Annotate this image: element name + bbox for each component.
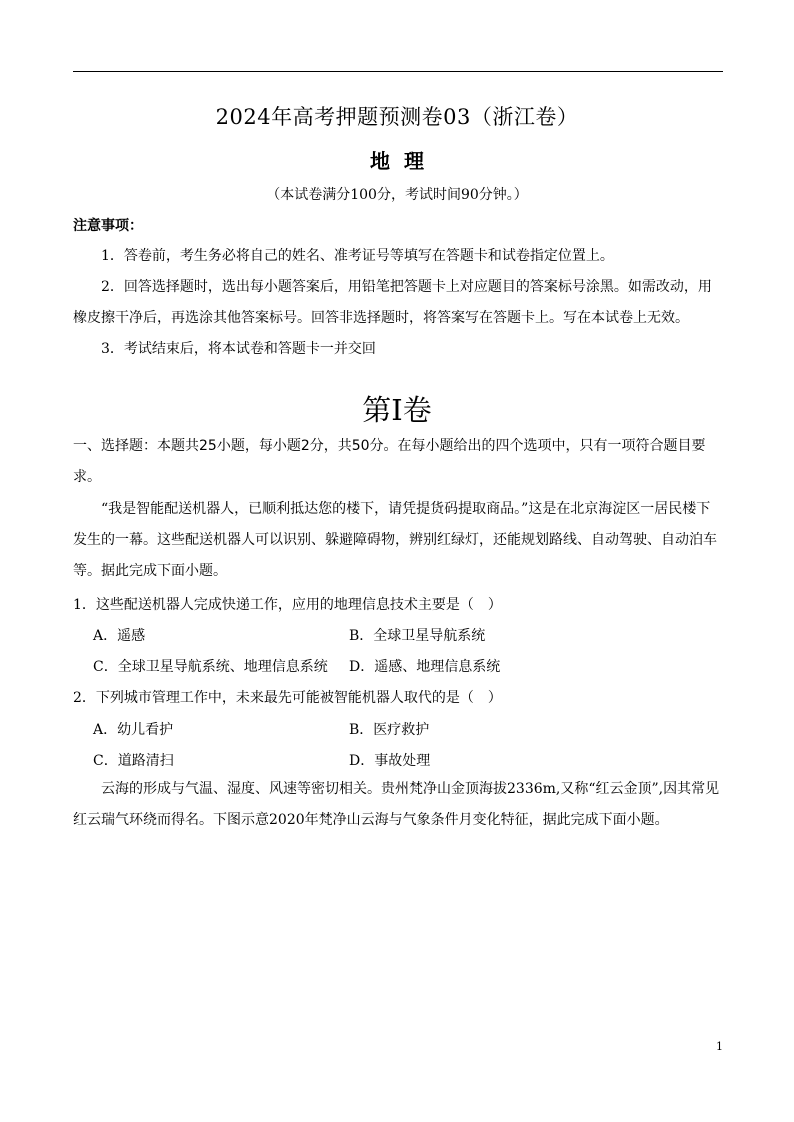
note-item-1: 1．答卷前，考生务必将自己的姓名、准考证号等填写在答题卡和试卷指定位置上。 bbox=[101, 248, 614, 264]
page-number: 1 bbox=[716, 1040, 723, 1053]
question-2-option-b: B．医疗救护 bbox=[349, 722, 430, 738]
question-2-option-c: C．道路清扫 bbox=[93, 753, 174, 769]
question-1-stem: 1．这些配送机器人完成快递工作，应用的地理信息技术主要是（ ） bbox=[73, 597, 502, 613]
subject-title: 地理 bbox=[370, 149, 438, 173]
note-item-3: 3．考试结束后，将本试卷和答题卡一并交回 bbox=[101, 341, 376, 357]
section-title: 第I卷 bbox=[362, 393, 432, 427]
notes-heading: 注意事项： bbox=[73, 218, 143, 234]
note-item-2: 2．回答选择题时，选出每小题答案后，用铅笔把答题卡上对应题目的答案标号涂黑。如需改动，用橡皮擦干净后，再选涂其他答案标号。回答非选择题时，将答案写在答题卡上。写在本试卷上无效。 bbox=[73, 279, 712, 326]
passage-robot: “我是智能配送机器人，已顺利抵达您的楼下，请凭提货码提取商品。”这是在北京海淀区一居民楼下发生的一幕。这些配送机器人可以识别、躲避障碍物，辨别红绿灯，还能规划路线、自动驾驶、自动泊车等。据此完成下面小题。 bbox=[73, 501, 717, 579]
question-2-stem: 2．下列城市管理工作中，未来最先可能被智能机器人取代的是（ ） bbox=[73, 690, 502, 706]
question-1-option-b: B．全球卫星导航系统 bbox=[349, 628, 486, 644]
section-instructions: 一、选择题：本题共25小题，每小题2分，共50分。在每小题给出的四个选项中，只有一项符合题目要求。 bbox=[73, 438, 706, 485]
question-2-option-a: A．幼儿看护 bbox=[93, 722, 174, 738]
question-2-option-d: D．事故处理 bbox=[349, 753, 431, 769]
question-1-option-a: A．遥感 bbox=[93, 628, 146, 644]
question-1-option-d: D．遥感、地理信息系统 bbox=[349, 659, 501, 675]
question-1-option-c: C．全球卫星导航系统、地理信息系统 bbox=[93, 659, 328, 675]
exam-title: 2024年高考押题预测卷03（浙江卷） bbox=[215, 105, 579, 129]
header-rule bbox=[73, 71, 723, 72]
passage-cloud-sea: 云海的形成与气温、湿度、风速等密切相关。贵州梵净山金顶海拔2336m,又称“红云金顶”,因其常见红云瑞气环绕而得名。下图示意2020年梵净山云海与气象条件月变化特征，据此完成下面小题。 bbox=[73, 781, 720, 828]
exam-info: （本试卷满分100分，考试时间90分钟。） bbox=[266, 187, 528, 203]
